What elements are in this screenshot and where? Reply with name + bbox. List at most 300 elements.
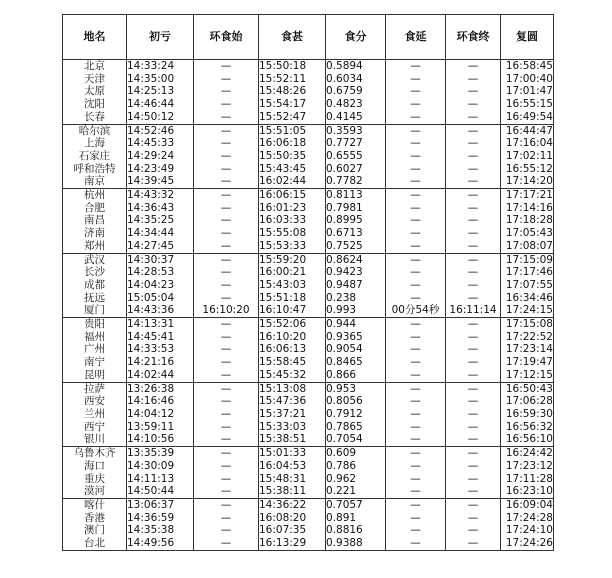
table-row [63,395,554,408]
cell-magnitude: 0.8465 [326,356,386,369]
table-row [63,382,554,395]
cell-place: 合肥 [63,202,127,215]
cell-place: 上海 [63,137,127,150]
cell-first-contact: 14:04:12 [127,408,194,421]
cell-place: 澳门 [63,524,127,537]
cell-annular-start: — [194,266,259,279]
cell-duration: — [386,98,446,111]
cell-last-contact: 17:08:07 [501,240,554,253]
cell-first-contact: 14:43:32 [127,189,194,202]
cell-annular-end: — [446,163,501,176]
table-row [63,343,554,356]
cell-annular-start: — [194,279,259,292]
cell-maximum: 16:02:44 [259,175,326,188]
cell-first-contact: 14:45:41 [127,331,194,344]
cell-last-contact: 17:05:43 [501,227,554,240]
cell-annular-end: — [446,369,501,382]
table-row [63,318,554,331]
cell-annular-start: — [194,447,259,460]
cell-first-contact: 14:02:44 [127,369,194,382]
cell-maximum: 16:06:15 [259,189,326,202]
cell-annular-end: — [446,124,501,137]
cell-annular-end: — [446,382,501,395]
cell-annular-end: — [446,150,501,163]
cell-maximum: 15:55:08 [259,227,326,240]
cell-annular-end: — [446,318,501,331]
cell-duration: — [386,240,446,253]
cell-place: 海口 [63,460,127,473]
cell-first-contact: 13:06:37 [127,498,194,511]
cell-annular-start: — [194,227,259,240]
cell-annular-start: — [194,111,259,124]
cell-magnitude: 0.5894 [326,60,386,73]
cell-place: 杭州 [63,189,127,202]
cell-annular-end: — [446,512,501,525]
cell-magnitude: 0.993 [326,304,386,317]
cell-last-contact: 17:00:40 [501,73,554,86]
cell-place: 天津 [63,73,127,86]
cell-first-contact: 14:16:46 [127,395,194,408]
cell-annular-start: — [194,524,259,537]
cell-last-contact: 17:16:04 [501,137,554,150]
cell-magnitude: 0.7912 [326,408,386,421]
table-row [63,150,554,163]
table-row [63,202,554,215]
cell-annular-start: — [194,150,259,163]
table-header [63,15,554,60]
cell-last-contact: 17:24:15 [501,304,554,317]
cell-maximum: 15:52:06 [259,318,326,331]
cell-duration: — [386,537,446,550]
cell-annular-start: — [194,473,259,486]
cell-annular-end: — [446,498,501,511]
cell-annular-start: — [194,382,259,395]
cell-place: 呼和浩特 [63,163,127,176]
cell-annular-start: — [194,202,259,215]
cell-annular-end: — [446,447,501,460]
cell-magnitude: 0.238 [326,292,386,305]
cell-duration: — [386,73,446,86]
header-last-contact: 复圆 [501,15,554,60]
cell-duration: — [386,460,446,473]
cell-duration: — [386,85,446,98]
cell-last-contact: 17:19:47 [501,356,554,369]
cell-first-contact: 14:11:13 [127,473,194,486]
cell-annular-start: — [194,98,259,111]
cell-duration: — [386,150,446,163]
table-row [63,60,554,73]
cell-duration: — [386,343,446,356]
table-row [63,98,554,111]
cell-annular-start: — [194,356,259,369]
cell-maximum: 16:04:53 [259,460,326,473]
cell-annular-end: — [446,473,501,486]
cell-place: 广州 [63,343,127,356]
header-place: 地名 [63,15,127,60]
cell-first-contact: 14:35:00 [127,73,194,86]
cell-magnitude: 0.4823 [326,98,386,111]
cell-last-contact: 16:49:54 [501,111,554,124]
cell-last-contact: 17:18:28 [501,214,554,227]
cell-maximum: 16:01:23 [259,202,326,215]
cell-duration: — [386,111,446,124]
cell-magnitude: 0.9054 [326,343,386,356]
cell-place: 拉萨 [63,382,127,395]
cell-last-contact: 16:58:45 [501,60,554,73]
cell-annular-start: — [194,60,259,73]
cell-duration: — [386,382,446,395]
cell-last-contact: 17:24:26 [501,537,554,550]
table-row [63,124,554,137]
cell-duration: — [386,512,446,525]
cell-annular-start: — [194,331,259,344]
table-row [63,433,554,446]
cell-last-contact: 17:23:12 [501,460,554,473]
cell-place: 长沙 [63,266,127,279]
cell-maximum: 15:59:20 [259,253,326,266]
cell-magnitude: 0.891 [326,512,386,525]
cell-maximum: 15:48:26 [259,85,326,98]
cell-place: 漠河 [63,485,127,498]
cell-last-contact: 17:23:14 [501,343,554,356]
cell-place: 北京 [63,60,127,73]
cell-annular-end: — [446,240,501,253]
cell-last-contact: 17:01:47 [501,85,554,98]
cell-maximum: 16:08:20 [259,512,326,525]
cell-last-contact: 16:09:04 [501,498,554,511]
cell-duration: — [386,433,446,446]
cell-magnitude: 0.9388 [326,537,386,550]
cell-last-contact: 16:59:30 [501,408,554,421]
cell-annular-end: — [446,331,501,344]
cell-duration: — [386,369,446,382]
cell-maximum: 16:03:33 [259,214,326,227]
cell-place: 南宁 [63,356,127,369]
cell-maximum: 15:47:36 [259,395,326,408]
cell-magnitude: 0.8113 [326,189,386,202]
cell-annular-start: 16:10:20 [194,304,259,317]
cell-annular-end: — [446,253,501,266]
cell-first-contact: 14:33:24 [127,60,194,73]
cell-maximum: 15:13:08 [259,382,326,395]
table-row [63,266,554,279]
cell-magnitude: 0.6034 [326,73,386,86]
cell-last-contact: 17:11:28 [501,473,554,486]
cell-annular-end: — [446,421,501,434]
cell-annular-end: — [446,524,501,537]
cell-magnitude: 0.8995 [326,214,386,227]
cell-first-contact: 13:35:39 [127,447,194,460]
cell-first-contact: 14:52:46 [127,124,194,137]
cell-maximum: 14:36:22 [259,498,326,511]
cell-magnitude: 0.7865 [326,421,386,434]
cell-place: 南京 [63,175,127,188]
cell-magnitude: 0.6555 [326,150,386,163]
header-duration: 食延 [386,15,446,60]
cell-first-contact: 14:23:49 [127,163,194,176]
table-row [63,524,554,537]
cell-magnitude: 0.866 [326,369,386,382]
cell-annular-end: — [446,202,501,215]
cell-annular-start: — [194,395,259,408]
cell-annular-end: — [446,343,501,356]
cell-place: 石家庄 [63,150,127,163]
cell-maximum: 15:51:18 [259,292,326,305]
cell-first-contact: 15:05:04 [127,292,194,305]
cell-annular-end: — [446,433,501,446]
cell-magnitude: 0.8056 [326,395,386,408]
cell-place: 西安 [63,395,127,408]
cell-first-contact: 14:36:43 [127,202,194,215]
cell-annular-end: — [446,175,501,188]
cell-duration: — [386,60,446,73]
table-row [63,111,554,124]
cell-place: 郑州 [63,240,127,253]
cell-annular-start: — [194,253,259,266]
cell-last-contact: 16:34:46 [501,292,554,305]
table-row [63,189,554,202]
table-row [63,512,554,525]
cell-first-contact: 14:39:45 [127,175,194,188]
cell-duration: — [386,189,446,202]
cell-last-contact: 16:56:32 [501,421,554,434]
table-row [63,369,554,382]
cell-place: 哈尔滨 [63,124,127,137]
cell-last-contact: 17:06:28 [501,395,554,408]
cell-duration: — [386,473,446,486]
cell-maximum: 15:50:35 [259,150,326,163]
cell-last-contact: 17:12:15 [501,369,554,382]
cell-place: 喀什 [63,498,127,511]
cell-annular-end: — [446,189,501,202]
cell-annular-start: — [194,460,259,473]
cell-maximum: 16:07:35 [259,524,326,537]
cell-last-contact: 16:55:15 [501,98,554,111]
cell-maximum: 15:37:21 [259,408,326,421]
cell-first-contact: 14:10:56 [127,433,194,446]
cell-magnitude: 0.7054 [326,433,386,446]
cell-first-contact: 14:30:09 [127,460,194,473]
cell-maximum: 15:38:51 [259,433,326,446]
cell-first-contact: 14:35:25 [127,214,194,227]
cell-first-contact: 14:34:44 [127,227,194,240]
cell-duration: — [386,485,446,498]
cell-last-contact: 17:14:16 [501,202,554,215]
cell-first-contact: 14:50:12 [127,111,194,124]
cell-annular-start: — [194,175,259,188]
cell-annular-start: — [194,485,259,498]
cell-duration: — [386,331,446,344]
cell-magnitude: 0.6027 [326,163,386,176]
cell-annular-start: — [194,369,259,382]
cell-place: 福州 [63,331,127,344]
cell-magnitude: 0.9487 [326,279,386,292]
cell-duration: — [386,356,446,369]
cell-duration: — [386,292,446,305]
cell-first-contact: 14:21:16 [127,356,194,369]
cell-duration: — [386,266,446,279]
cell-duration: 00分54秒 [386,304,446,317]
cell-maximum: 15:33:03 [259,421,326,434]
table-row [63,163,554,176]
cell-annular-end: — [446,266,501,279]
cell-maximum: 15:48:31 [259,473,326,486]
table-row [63,331,554,344]
table-row [63,137,554,150]
table-row [63,292,554,305]
cell-place: 兰州 [63,408,127,421]
cell-annular-end: — [446,111,501,124]
cell-maximum: 15:43:03 [259,279,326,292]
cell-first-contact: 14:33:53 [127,343,194,356]
cell-maximum: 15:54:17 [259,98,326,111]
table-body [63,60,554,551]
table-row [63,421,554,434]
cell-annular-end: — [446,137,501,150]
cell-annular-end: — [446,279,501,292]
cell-maximum: 16:10:20 [259,331,326,344]
cell-magnitude: 0.9365 [326,331,386,344]
cell-last-contact: 16:44:47 [501,124,554,137]
cell-annular-end: — [446,73,501,86]
cell-annular-end: — [446,460,501,473]
table-row [63,356,554,369]
cell-maximum: 15:53:33 [259,240,326,253]
cell-annular-start: — [194,408,259,421]
cell-annular-start: — [194,343,259,356]
cell-last-contact: 17:22:52 [501,331,554,344]
cell-last-contact: 17:24:28 [501,512,554,525]
cell-first-contact: 14:29:24 [127,150,194,163]
cell-duration: — [386,214,446,227]
cell-maximum: 15:45:32 [259,369,326,382]
cell-annular-start: — [194,214,259,227]
table-row [63,498,554,511]
cell-maximum: 15:52:11 [259,73,326,86]
cell-annular-end: 16:11:14 [446,304,501,317]
cell-magnitude: 0.962 [326,473,386,486]
cell-maximum: 16:06:18 [259,137,326,150]
cell-annular-end: — [446,227,501,240]
cell-place: 南昌 [63,214,127,227]
cell-annular-end: — [446,395,501,408]
cell-first-contact: 14:13:31 [127,318,194,331]
cell-annular-start: — [194,433,259,446]
table-row [63,537,554,550]
cell-duration: — [386,318,446,331]
cell-annular-start: — [194,73,259,86]
cell-magnitude: 0.9423 [326,266,386,279]
cell-last-contact: 16:50:43 [501,382,554,395]
cell-annular-start: — [194,189,259,202]
cell-first-contact: 14:35:38 [127,524,194,537]
cell-maximum: 15:50:18 [259,60,326,73]
cell-maximum: 15:43:45 [259,163,326,176]
cell-place: 重庆 [63,473,127,486]
cell-place: 昆明 [63,369,127,382]
cell-magnitude: 0.4145 [326,111,386,124]
eclipse-times-table [62,14,554,551]
cell-magnitude: 0.7525 [326,240,386,253]
cell-annular-start: — [194,137,259,150]
cell-magnitude: 0.3593 [326,124,386,137]
header-magnitude: 食分 [326,15,386,60]
cell-maximum: 15:58:45 [259,356,326,369]
table-row [63,408,554,421]
cell-first-contact: 14:28:53 [127,266,194,279]
cell-duration: — [386,524,446,537]
cell-place: 西宁 [63,421,127,434]
cell-duration: — [386,498,446,511]
cell-magnitude: 0.6713 [326,227,386,240]
cell-annular-end: — [446,356,501,369]
cell-last-contact: 17:15:08 [501,318,554,331]
cell-place: 沈阳 [63,98,127,111]
cell-magnitude: 0.953 [326,382,386,395]
cell-magnitude: 0.944 [326,318,386,331]
cell-magnitude: 0.609 [326,447,386,460]
cell-last-contact: 17:17:46 [501,266,554,279]
cell-maximum: 16:13:29 [259,537,326,550]
cell-maximum: 16:00:21 [259,266,326,279]
cell-place: 长春 [63,111,127,124]
cell-annular-end: — [446,214,501,227]
table-row [63,485,554,498]
cell-magnitude: 0.7782 [326,175,386,188]
cell-annular-start: — [194,124,259,137]
cell-duration: — [386,421,446,434]
cell-annular-end: — [446,485,501,498]
cell-duration: — [386,227,446,240]
cell-annular-start: — [194,292,259,305]
cell-last-contact: 16:55:12 [501,163,554,176]
cell-place: 香港 [63,512,127,525]
cell-last-contact: 16:56:10 [501,433,554,446]
cell-magnitude: 0.7057 [326,498,386,511]
cell-place: 武汉 [63,253,127,266]
cell-place: 厦门 [63,304,127,317]
cell-first-contact: 14:46:44 [127,98,194,111]
cell-annular-end: — [446,85,501,98]
cell-first-contact: 14:30:37 [127,253,194,266]
header-row [63,15,554,60]
cell-duration: — [386,447,446,460]
cell-duration: — [386,202,446,215]
cell-duration: — [386,253,446,266]
cell-place: 抚远 [63,292,127,305]
table-row [63,253,554,266]
cell-annular-end: — [446,408,501,421]
cell-maximum: 15:38:11 [259,485,326,498]
cell-magnitude: 0.8816 [326,524,386,537]
cell-place: 济南 [63,227,127,240]
cell-maximum: 15:52:47 [259,111,326,124]
cell-first-contact: 14:36:59 [127,512,194,525]
table-row [63,304,554,317]
cell-annular-start: — [194,240,259,253]
table-row [63,240,554,253]
cell-last-contact: 16:24:42 [501,447,554,460]
cell-duration: — [386,395,446,408]
cell-place: 银川 [63,433,127,446]
table-row [63,447,554,460]
cell-last-contact: 17:24:10 [501,524,554,537]
table-row [63,473,554,486]
cell-magnitude: 0.7727 [326,137,386,150]
header-annular-start: 环食始 [194,15,259,60]
table-row [63,279,554,292]
cell-last-contact: 17:15:09 [501,253,554,266]
